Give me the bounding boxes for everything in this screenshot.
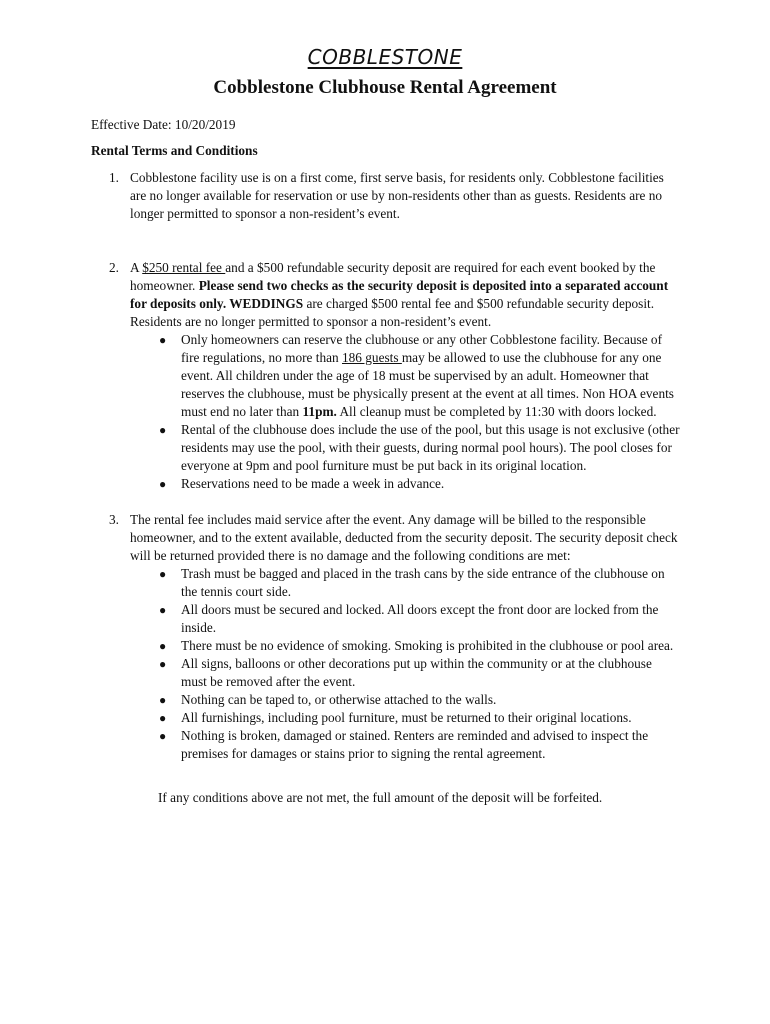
- document-title: Cobblestone Clubhouse Rental Agreement: [213, 77, 557, 98]
- bullet-item: [130, 691, 680, 709]
- rental-fee-amount: $250 rental fee: [142, 260, 226, 275]
- bullet-text: Nothing can be taped to, or otherwise attached to the walls.: [181, 692, 497, 707]
- bullet-item: [130, 709, 680, 727]
- bullet-text: Nothing is broken, damaged or stained. Renters are reminded and advised to inspect the premises for damages or stains prior to signing the rental agreement.: [181, 728, 649, 761]
- bullet-item: [130, 565, 680, 601]
- bullet-dot: ●: [159, 333, 167, 347]
- bullet-text: All signs, balloons or other decorations put up within the community or at the clubhouse must be removed after the event.: [181, 656, 652, 689]
- bullet-dot: ●: [159, 657, 167, 671]
- term-text-part: A: [130, 260, 143, 275]
- term-number: 1.: [109, 170, 119, 185]
- bullet-text: Rental of the clubhouse does include the use of the pool, but this usage is not exclusive (other residents may use the pool, with their guests, during normal pool hours). The pool closes for everyone at 9pm and pool furniture must be put back in its original location.: [181, 422, 680, 473]
- bullet-text: All doors must be secured and locked. All doors except the front door are locked from the inside.: [181, 602, 659, 635]
- term-bullets: [130, 565, 680, 763]
- term-number: 2.: [109, 260, 119, 275]
- bullet-item: [130, 655, 680, 691]
- bullet-item: [130, 331, 680, 421]
- term-item-1: [0, 169, 770, 223]
- guest-limit: 186 guests: [342, 350, 402, 365]
- bullet-dot: ●: [159, 477, 167, 491]
- bullet-item: [130, 601, 680, 637]
- bullet-item: [130, 421, 680, 475]
- effective-date: Effective Date: 10/20/2019: [91, 117, 236, 132]
- bullet-dot: ●: [159, 711, 167, 725]
- bullet-text: Trash must be bagged and placed in the trash cans by the side entrance of the clubhouse on the tennis court side.: [181, 566, 665, 599]
- bullet-dot: ●: [159, 639, 167, 653]
- term-text: Cobblestone facility use is on a first come, first serve basis, for residents only. Cobblestone facilities are no longer available for reservation or use by non-residents other than as guests. Residents are no longer permitted to sponsor a non-resident’s event.: [130, 170, 664, 221]
- closing-statement: If any conditions above are not met, the full amount of the deposit will be forfeited.: [158, 790, 603, 805]
- bullet-dot: ●: [159, 603, 167, 617]
- brand-heading: COBBLESTONE: [307, 45, 463, 69]
- bullet-item: [130, 727, 680, 763]
- term-text: [130, 259, 680, 331]
- term-text-part: are charged $500 rental fee and $500 refundable security deposit. Residents are no longer permitted to sponsor a non-resident’s event.: [130, 296, 655, 329]
- bullet-dot: ●: [159, 693, 167, 707]
- bullet-text-part: may be allowed to use the clubhouse for any one event. All children under the age of 18 must be supervised by an adult. Homeowner that reserves the clubhouse, must be physically present at the event at all times. Non HOA events must end no later than: [181, 350, 674, 419]
- deposit-instruction: Please send two checks as the security deposit is deposited into a separated account for deposits only. WEDDINGS: [130, 278, 669, 311]
- end-time: 11pm.: [302, 404, 337, 419]
- term-number: 3.: [109, 512, 119, 527]
- bullet-text-part: Only homeowners can reserve the clubhouse or any other Cobblestone facility. Because of fire regulations, no more than: [181, 332, 662, 365]
- bullet-text-part: All cleanup must be completed by 11:30 with doors locked.: [336, 404, 657, 419]
- term-item-2: [0, 259, 770, 493]
- term-bullets: [130, 331, 680, 493]
- bullet-dot: ●: [159, 729, 167, 743]
- section-heading: Rental Terms and Conditions: [91, 143, 258, 158]
- bullet-dot: ●: [159, 423, 167, 437]
- term-text-part: and a $500 refundable security deposit are required for each event booked by the homeowner.: [130, 260, 656, 293]
- bullet-text: All furnishings, including pool furniture, must be returned to their original locations.: [181, 710, 632, 725]
- bullet-item: [130, 475, 680, 493]
- term-item-3: [0, 511, 770, 763]
- term-text: The rental fee includes maid service after the event. Any damage will be billed to the responsible homeowner, and to the extent available, deducted from the security deposit. The security deposit check will be returned provided there is no damage and the following conditions are met:: [130, 512, 678, 563]
- bullet-dot: ●: [159, 567, 167, 581]
- bullet-text: There must be no evidence of smoking. Smoking is prohibited in the clubhouse or pool area.: [181, 638, 674, 653]
- terms-list: [0, 169, 770, 763]
- bullet-text: Reservations need to be made a week in advance.: [181, 476, 445, 491]
- bullet-item: [130, 637, 680, 655]
